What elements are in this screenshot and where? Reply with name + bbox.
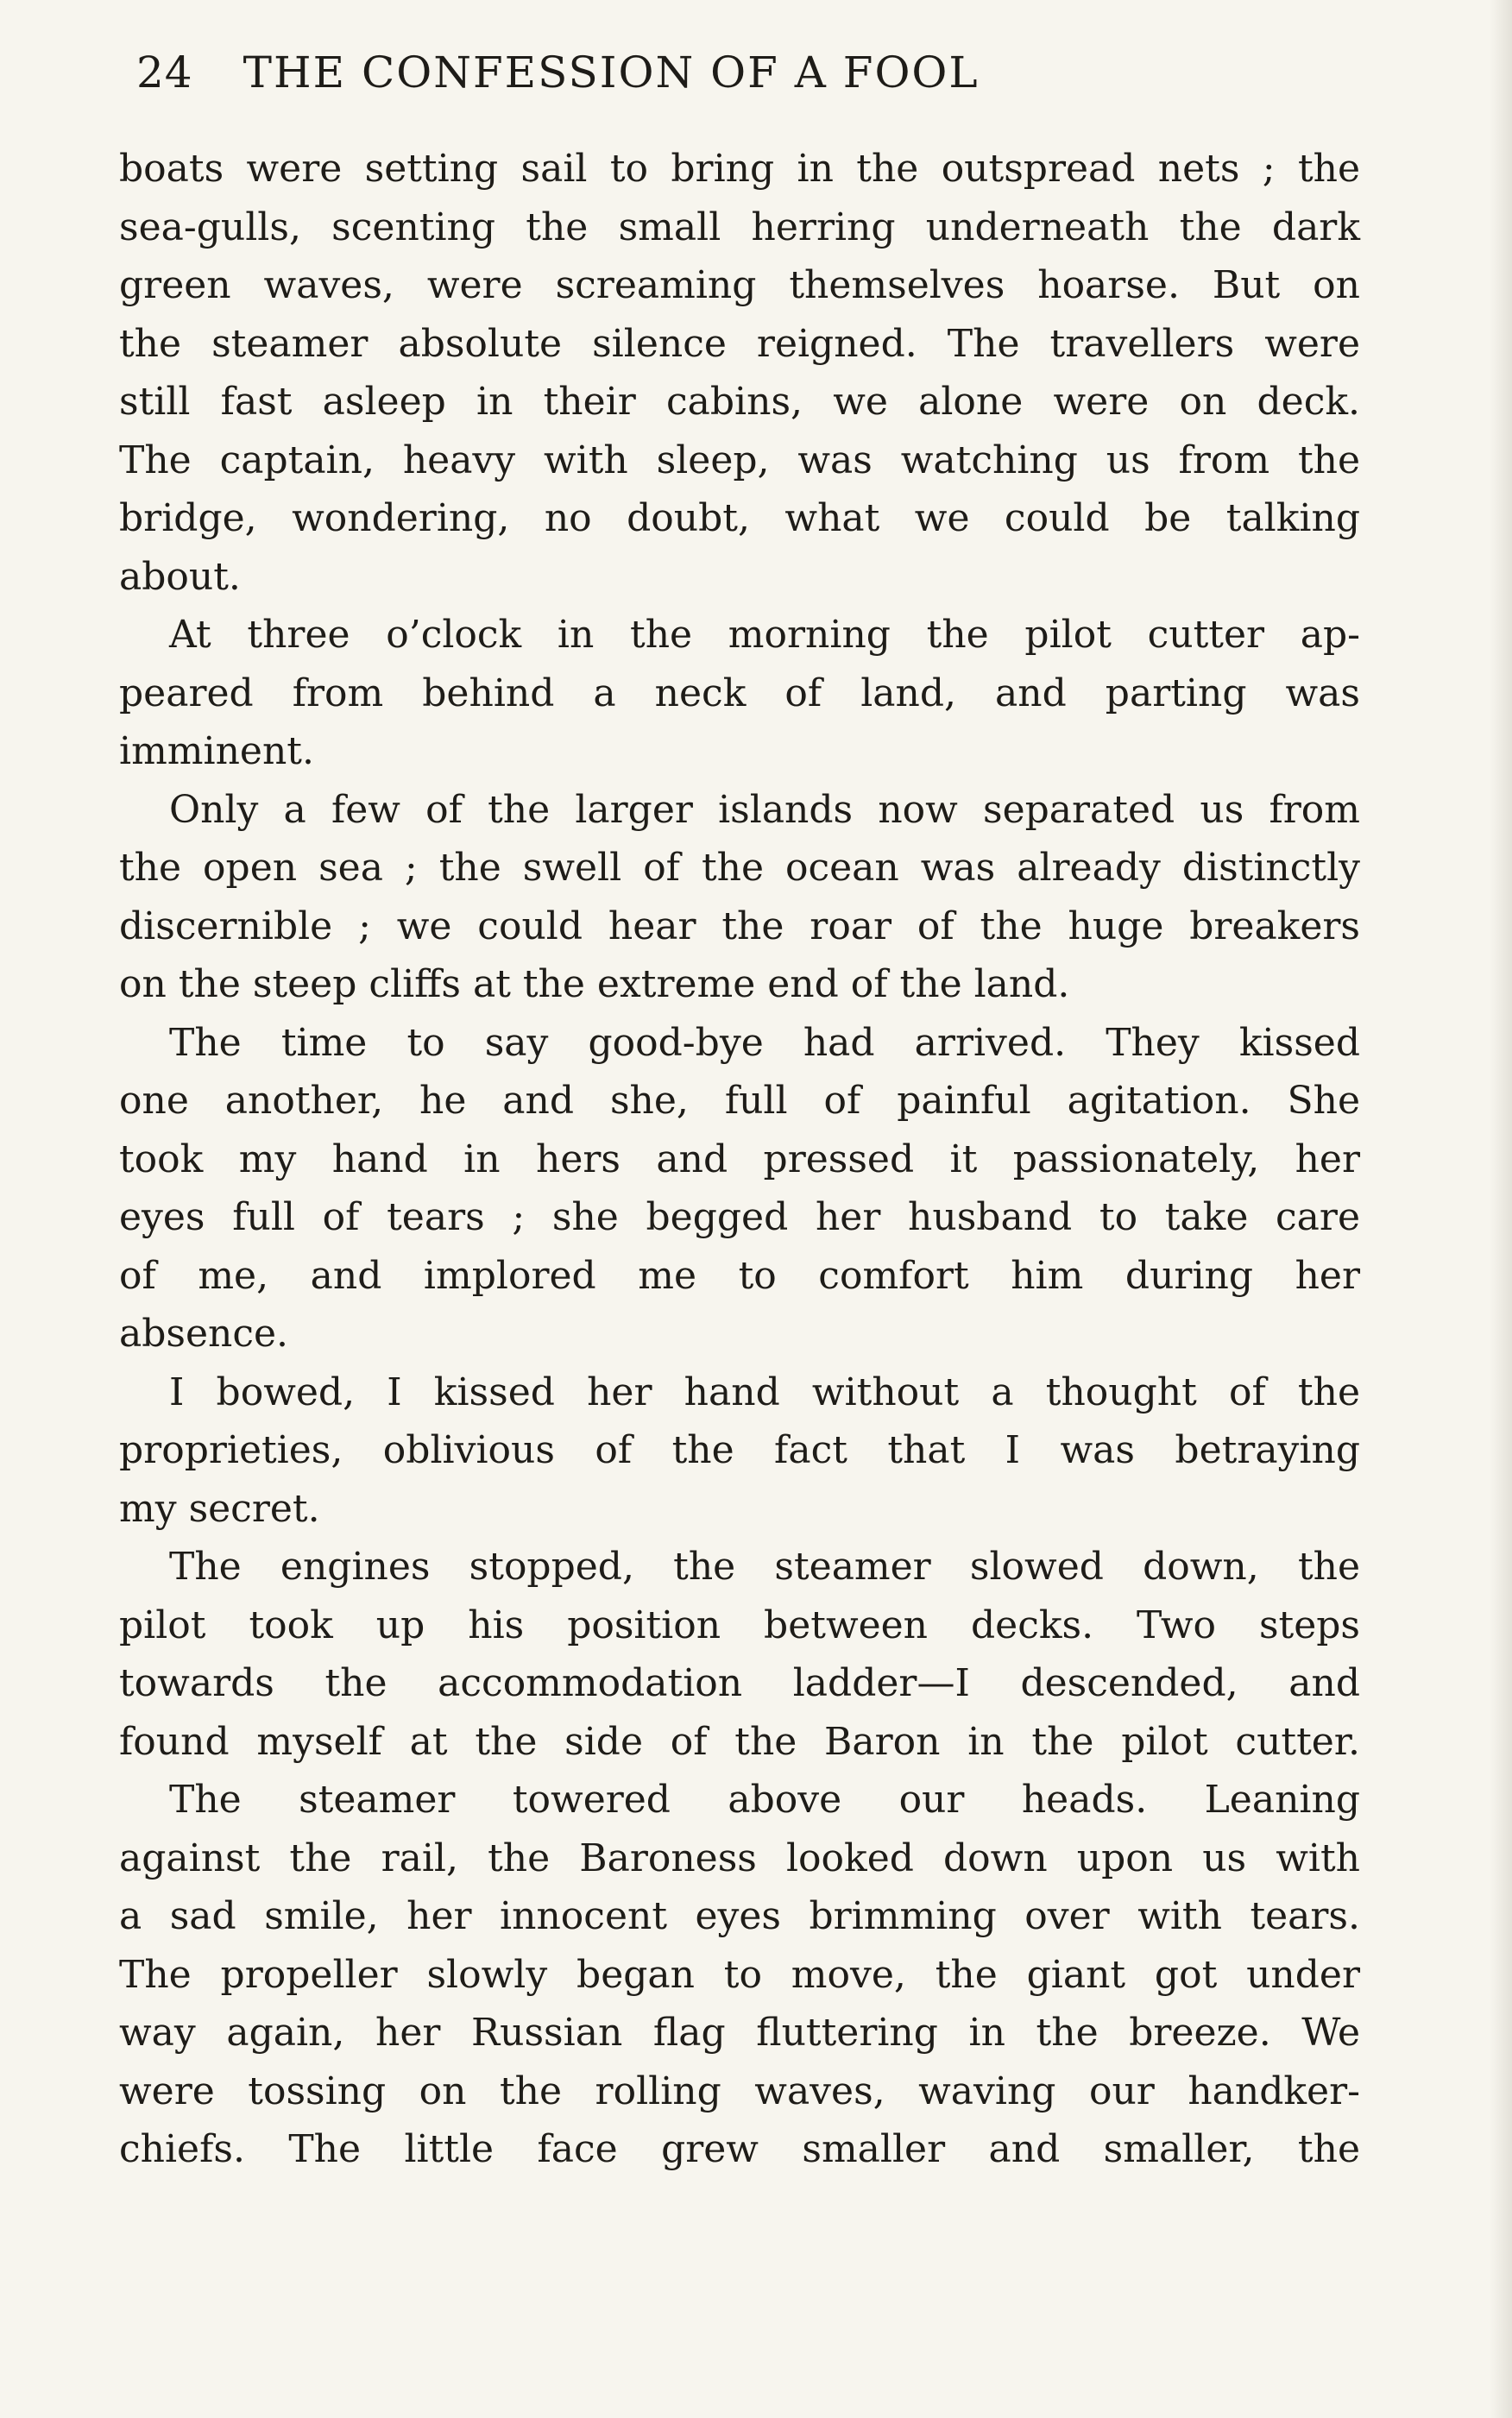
page-number: 24 bbox=[136, 47, 193, 98]
text-line: discernible ; we could hear the roar of the huge breakers bbox=[119, 904, 1360, 948]
text-line: sea-gulls, scenting the small herring underneath the dark bbox=[119, 205, 1360, 249]
text-line: At three o’clock in the morning the pilot cutter ap- bbox=[169, 613, 1360, 657]
text-line: The steamer towered above our heads. Leaning bbox=[169, 1778, 1360, 1822]
book-title: THE CONFESSION OF A FOOL bbox=[243, 47, 980, 98]
text-line: chiefs. The little face grew smaller and smaller, the bbox=[119, 2127, 1360, 2171]
text-line: green waves, were screaming themselves hoarse. But on bbox=[119, 263, 1360, 307]
text-line: my secret. bbox=[119, 1486, 320, 1531]
text-line: The engines stopped, the steamer slowed down, the bbox=[169, 1545, 1360, 1589]
text-line: peared from behind a neck of land, and parting was bbox=[119, 671, 1360, 715]
text-line: against the rail, the Baroness looked down upon us with bbox=[119, 1836, 1360, 1880]
text-line: The captain, heavy with sleep, was watching us from the bbox=[119, 438, 1360, 482]
text-line: still fast asleep in their cabins, we alone were on deck. bbox=[119, 380, 1360, 424]
text-line: the open sea ; the swell of the ocean was already distinctly bbox=[119, 846, 1360, 890]
text-line: bridge, wondering, no doubt, what we could be talking bbox=[119, 496, 1360, 540]
text-line: way again, her Russian flag fluttering in the breeze. We bbox=[119, 2011, 1360, 2055]
text-line: boats were setting sail to bring in the outspread nets ; the bbox=[119, 147, 1360, 191]
text-line: Only a few of the larger islands now separated us from bbox=[169, 787, 1360, 832]
page-edge-shadow bbox=[1490, 0, 1512, 2418]
text-line: I bowed, I kissed her hand without a thought of the bbox=[169, 1370, 1360, 1414]
text-line: on the steep cliffs at the extreme end of the land. bbox=[119, 962, 1070, 1006]
text-line: proprieties, oblivious of the fact that I was betraying bbox=[119, 1428, 1360, 1472]
text-line: eyes full of tears ; she begged her husband to take care bbox=[119, 1195, 1360, 1239]
text-line: the steamer absolute silence reigned. The travellers were bbox=[119, 321, 1360, 366]
text-line: one another, he and she, full of painful agitation. She bbox=[119, 1079, 1360, 1123]
running-head bbox=[136, 41, 1189, 104]
text-line: imminent. bbox=[119, 729, 314, 773]
text-line: absence. bbox=[119, 1312, 289, 1356]
text-line: about. bbox=[119, 554, 241, 599]
text-line: of me, and implored me to comfort him during her bbox=[119, 1253, 1360, 1298]
text-line: The propeller slowly began to move, the giant got under bbox=[119, 1952, 1360, 1997]
text-line: took my hand in hers and pressed it passionately, her bbox=[119, 1137, 1360, 1181]
text-line: were tossing on the rolling waves, waving our handker- bbox=[119, 2069, 1360, 2113]
text-line: a sad smile, her innocent eyes brimming over with tears. bbox=[119, 1894, 1360, 1938]
text-line: towards the accommodation ladder—I descended, and bbox=[119, 1661, 1360, 1705]
body-text bbox=[119, 140, 1360, 2179]
text-line: The time to say good-bye had arrived. They kissed bbox=[169, 1020, 1360, 1065]
text-line: pilot took up his position between decks. Two steps bbox=[119, 1603, 1360, 1647]
text-line: found myself at the side of the Baron in the pilot cutter. bbox=[119, 1719, 1360, 1764]
